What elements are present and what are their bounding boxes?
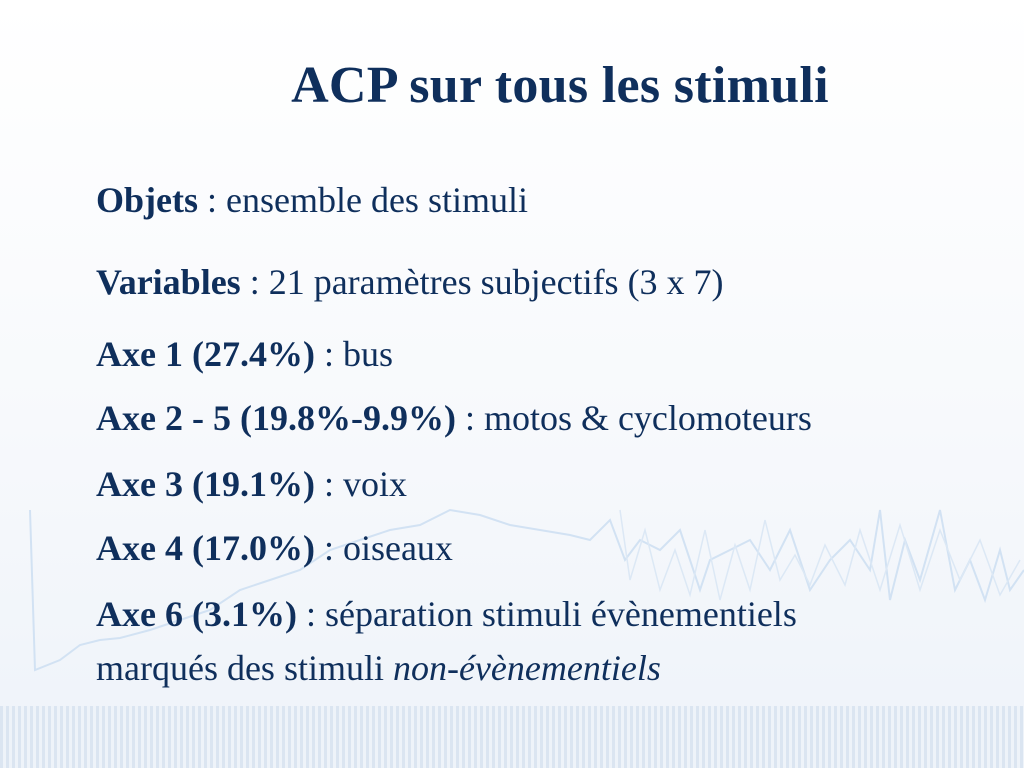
item-axe-4 [96,528,453,569]
item-text: : bus [314,334,393,374]
item-axe-3 [96,464,407,505]
item-text: : 21 paramètres subjectifs (3 x 7) [240,262,724,302]
item-key: Axe 6 (3.1%) [96,594,297,634]
item-text: : voix [314,464,407,504]
item-axe-2-5 [96,398,812,439]
slide-title: ACP sur tous les stimuli [291,57,829,114]
item-text: : ensemble des stimuli [198,180,528,220]
item-objets [96,180,528,221]
item-italic-text: non-évènementiels [392,648,661,688]
bottom-decorative-band [0,706,1024,768]
item-key: Axe 3 (19.1%) [96,464,315,504]
item-axe-1 [96,334,393,375]
item-text: marqués des stimuli [96,648,393,688]
item-text: : oiseaux [314,528,453,568]
item-axe-6 [96,594,797,635]
item-key: Axe 2 - 5 (19.8%-9.9%) [96,398,456,438]
item-key: Axe 1 (27.4%) [96,334,315,374]
item-text: : motos & cyclomoteurs [455,398,812,438]
item-variables [96,262,724,303]
item-text: : séparation stimuli évènementiels [296,594,797,634]
item-key: Axe 4 (17.0%) [96,528,315,568]
item-axe-6-continuation [96,648,661,689]
item-key: Variables [96,262,241,302]
item-key: Objets [96,180,198,220]
